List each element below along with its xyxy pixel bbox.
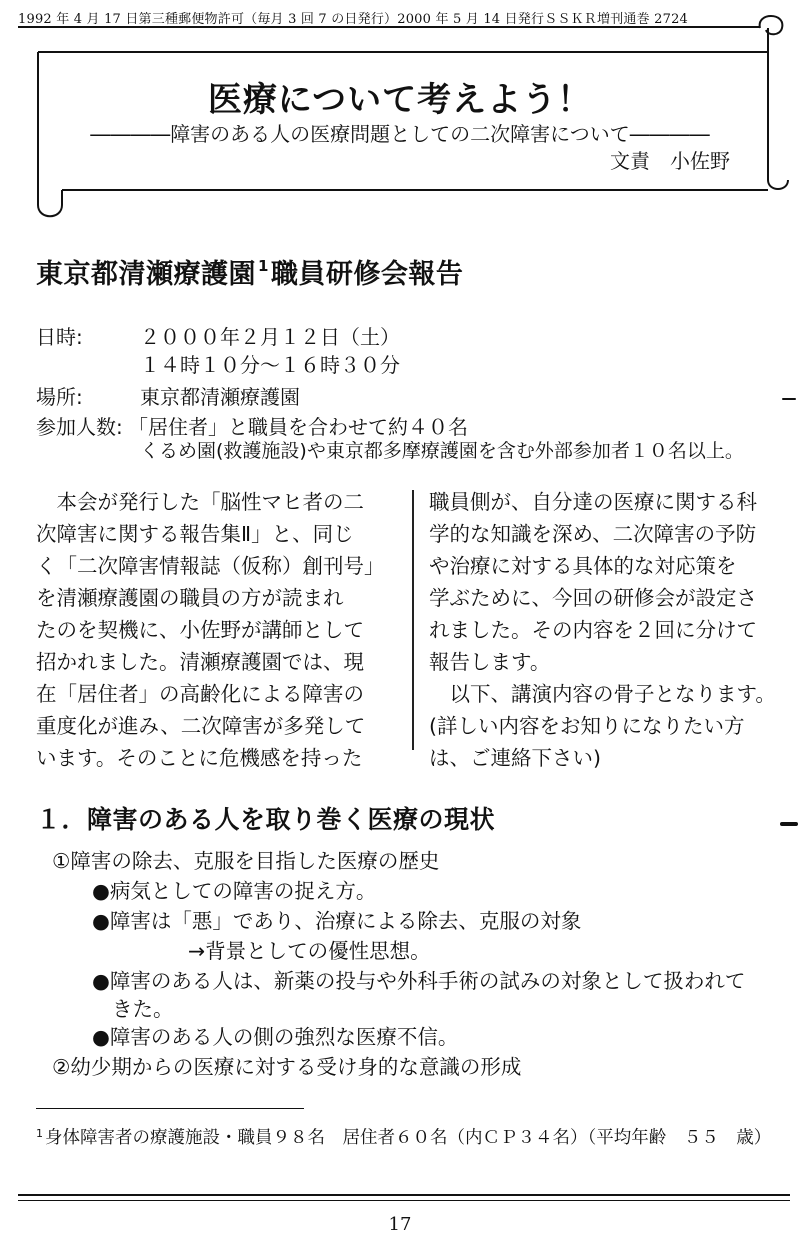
body-line: や治療に対する具体的な対応策を <box>429 554 737 578</box>
body-line: は、ご連絡下さい) <box>429 746 601 770</box>
list-item: ②幼少期からの医療に対する受け身的な意識の形成 <box>52 1055 522 1079</box>
participants-label: 参加人数: <box>36 415 123 439</box>
report-title-main: 東京都清瀬療護園 <box>36 259 256 290</box>
body-line: 重度化が進み、二次障害が多発して <box>36 714 366 738</box>
body-line: 招かれました。清瀬療護園では、現 <box>36 650 364 674</box>
body-line: 在「居住者」の高齢化による障害の <box>36 682 364 706</box>
participants-extra: くるめ園(救護施設)や東京都多摩療護園を含む外部参加者１０名以上。 <box>140 440 744 462</box>
bullet-item: ●障害は「悪」であり、治療による除去、克服の対象 <box>92 909 582 933</box>
date-value: ２０００年２月１２日（土） <box>140 325 400 349</box>
body-line: を清瀬療護園の職員の方が読まれ <box>36 586 344 610</box>
bullet-item: ●障害のある人は、新薬の投与や外科手術の試みの対象として扱われて <box>92 969 746 993</box>
body-line: 次障害に関する報告集Ⅱ」と、同じ <box>36 522 354 546</box>
body-line: います。そのことに危機感を持った <box>36 746 363 770</box>
banner-subtitle: ――――障害のある人の医療問題としての二次障害について―――― <box>90 122 710 146</box>
body-line: たのを契機に、小佐野が講師として <box>36 618 364 642</box>
banner-author: 文責 小佐野 <box>610 149 730 173</box>
body-line: 報告します。 <box>429 650 551 674</box>
column-divider <box>412 490 414 750</box>
footnote-rule <box>36 1108 304 1109</box>
body-line: く「二次障害情報誌（仮称）創刊号」 <box>36 554 385 578</box>
bottom-rule <box>18 1200 790 1201</box>
body-line: 本会が発行した「脳性マヒ者の二 <box>36 490 364 514</box>
body-right-column <box>429 486 791 774</box>
body-line: 職員側が、自分達の医療に関する科 <box>429 490 757 514</box>
banner-title: 医療について考えよう！ <box>207 80 593 120</box>
bottom-rule <box>18 1194 790 1196</box>
footnote-number: 1 <box>36 1127 43 1140</box>
place-label: 場所: <box>36 385 83 409</box>
report-title <box>36 252 463 291</box>
page-number: 17 <box>388 1214 412 1235</box>
body-line: (詳しい内容をお知りになりたい方 <box>429 714 745 738</box>
time-value: １４時１０分～１６時３０分 <box>140 353 400 377</box>
footnote-text: 身体障害者の療護施設・職員９８名 居住者６０名（内ＣＰ３４名）（平均年齢 ５５ 歳） <box>45 1128 772 1148</box>
participants-value: 「居住者」と職員を合わせて約４０名 <box>128 415 468 439</box>
bullet-continuation: きた。 <box>112 997 174 1021</box>
list-item: ①障害の除去、克服を目指した医療の歴史 <box>52 849 440 873</box>
body-line: 学的な知識を深め、二次障害の予防 <box>429 522 757 546</box>
report-title-rest: 職員研修会報告 <box>270 259 464 290</box>
footnote-ref: 1 <box>258 257 269 275</box>
scan-mark <box>780 822 798 826</box>
body-line: れました。その内容を２回に分けて <box>429 618 757 642</box>
section-heading: １．障害のある人を取り巻く医療の現状 <box>36 805 496 834</box>
bullet-item: ●病気としての障害の捉え方。 <box>92 879 377 903</box>
body-left-column <box>36 486 396 774</box>
scan-mark <box>782 398 796 400</box>
place-value: 東京都清瀬療護園 <box>140 385 300 409</box>
bullet-continuation: →背景としての優性思想。 <box>188 939 431 963</box>
body-line: 学ぶために、今回の研修会が設定さ <box>429 586 757 610</box>
date-label: 日時: <box>36 325 83 349</box>
bullet-item: ●障害のある人の側の強烈な医療不信。 <box>92 1025 459 1049</box>
publication-header: 1992 年 4 月 17 日第三種郵便物許可（毎月 3 回 7 の日発行）2000 年 5 月 14 日発行ＳＳＫＲ増刊通巻 2724 <box>18 12 689 27</box>
body-line: 以下、講演内容の骨子となります。 <box>429 682 776 706</box>
footnote <box>36 1124 771 1149</box>
